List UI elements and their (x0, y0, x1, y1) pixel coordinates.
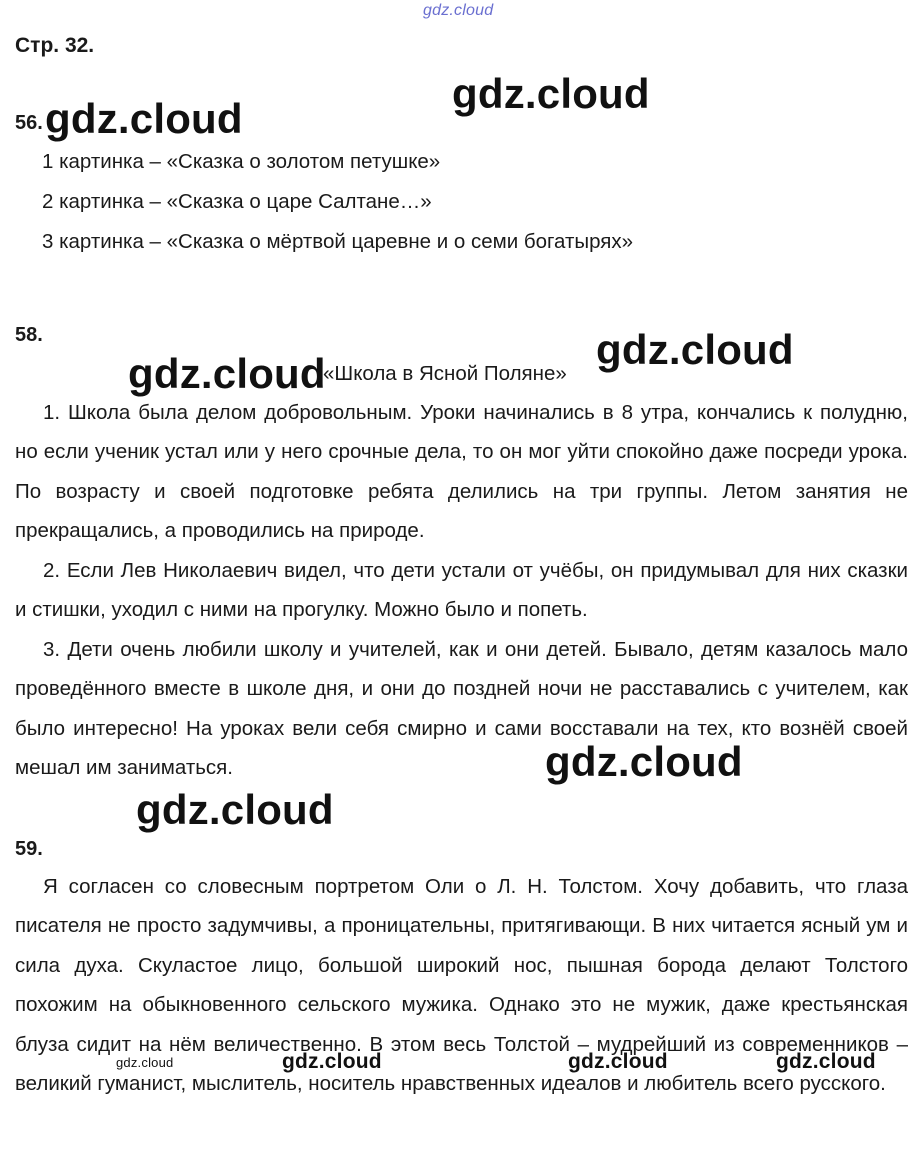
watermark: gdz.cloud (136, 786, 334, 833)
task-56-line-3: 3 картинка – «Сказка о мёртвой царевне и о семи богатырях» (42, 230, 634, 253)
task-58-paragraph-1: 1. Школа была делом добровольным. Уроки начинались в 8 утра, кончались к полудню, но если ученик устал или у него срочные дела, то он мог уйти спокойно даже посреди урока. По возрасту и своей подготовке ребята делились на три группы. Летом занятия не прекращались, а проводились на природе. (15, 401, 908, 543)
watermark: gdz.cloud (116, 1055, 174, 1070)
watermark: gdz.cloud (545, 738, 743, 785)
watermark: gdz.cloud (282, 1050, 382, 1073)
watermark: gdz.cloud (776, 1050, 876, 1073)
task-56-number: 56. (15, 112, 43, 134)
watermark: gdz.cloud (452, 70, 650, 117)
task-58-paragraph-3: 3. Дети очень любили школу и учителей, как и они детей. Бывало, детям казалось мало проведённого вместе в школе дня, и они до поздней ночи не расставались с учителем, как было интересно! На уроках вели себя смирно и сами восставали на тех, кто вознёй своей мешал им заниматься. (15, 638, 908, 780)
watermark: gdz.cloud (128, 350, 326, 397)
task-58-paragraph-2: 2. Если Лев Николаевич видел, что дети устали от учёбы, он придумывал для них сказки и стишки, уходил с ними на прогулку. Можно было и попеть. (15, 559, 908, 622)
task-58-title: «Школа в Ясной Поляне» (323, 362, 567, 385)
page-label: Стр. 32. (15, 34, 95, 57)
task-59-number: 59. (15, 838, 43, 860)
watermark: gdz.cloud (596, 326, 794, 373)
task-58-number: 58. (15, 324, 43, 346)
task-56-line-1: 1 картинка – «Сказка о золотом петушке» (42, 150, 441, 173)
task-56-line-2: 2 картинка – «Сказка о царе Салтане…» (42, 190, 432, 213)
top-watermark: gdz.cloud (423, 2, 494, 19)
watermark: gdz.cloud (45, 95, 243, 142)
task-59-paragraph: Я согласен со словесным портретом Оли о Л. Н. Толстом. Хочу добавить, что глаза писателя не просто задумчивы, а проницательны, притягивающи. В них читается ясный ум и сила духа. Скуластое лицо, большой широкий нос, пышная борода делают Толстого похожим на обыкновенного сельского мужика. Однако это не мужик, даже крестьянская блуза сидит на нём величественно. В этом весь Толстой – мудрейший из современников – великий гуманист, мыслитель, носитель нравственных идеалов и любитель всего русского. (15, 875, 908, 1096)
watermark: gdz.cloud (568, 1050, 668, 1073)
